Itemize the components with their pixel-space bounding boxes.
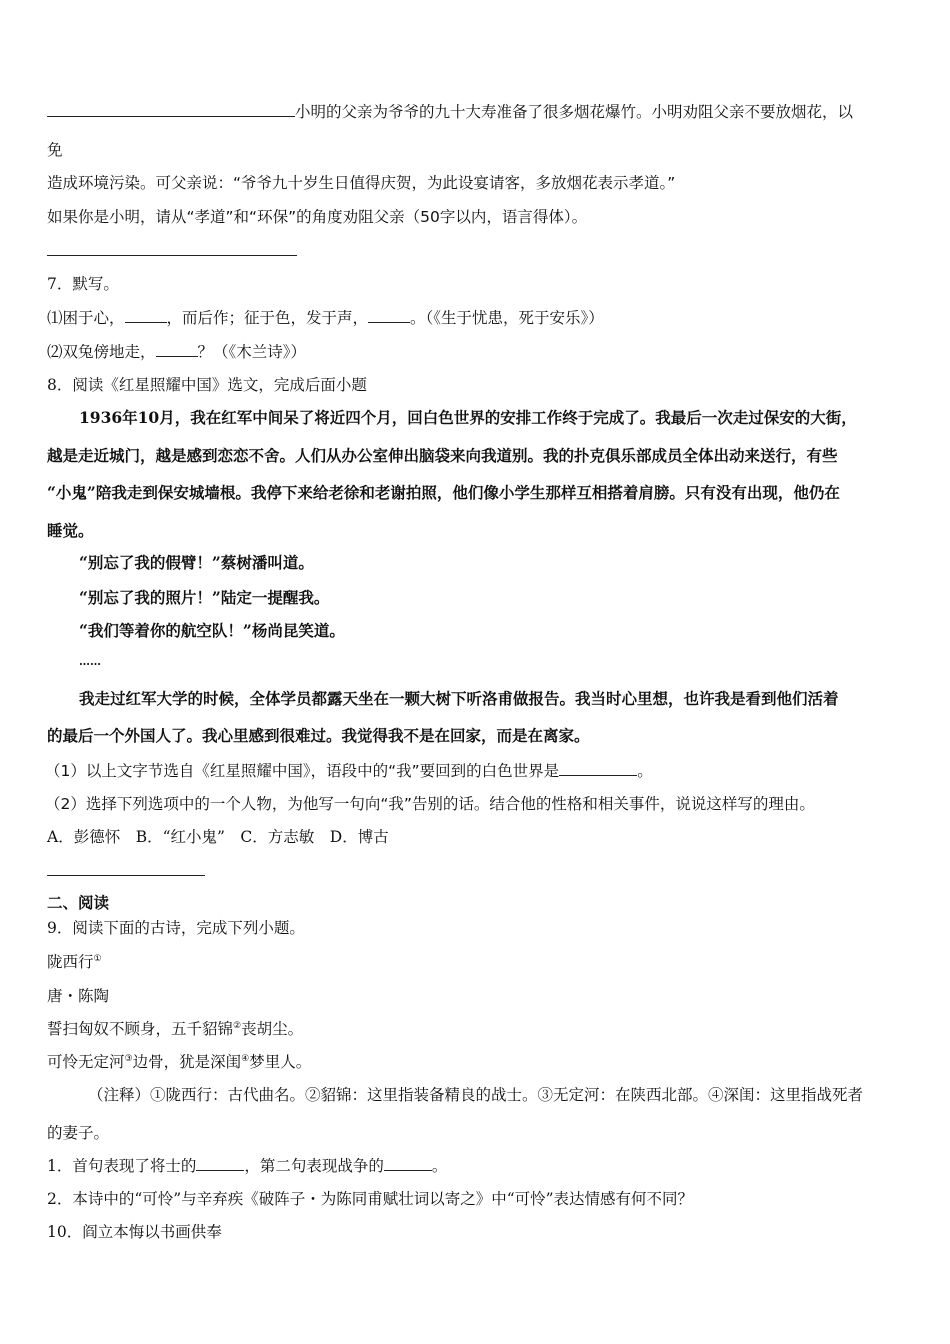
- poem-line: [47, 1019, 303, 1039]
- q9-sub2: 2．本诗中的“可怜”与辛弃疾《破阵子・为陈同甫赋壮词以寄之》中“可怜”表达情感有何不同？: [47, 1190, 694, 1208]
- answer-blank[interactable]: [196, 1155, 244, 1171]
- q9-sub1-text: 。: [431, 1157, 448, 1175]
- q7-item1-source: 。（《生于忧患，死于安乐》）: [410, 309, 604, 327]
- answer-blank[interactable]: [156, 341, 198, 357]
- q9-sub1-text: 1．首句表现了将士的: [47, 1157, 197, 1175]
- q8-para1-line: 越是走近城门，越是感到恋恋不舍。人们从办公室伸出脑袋来向我道别。我的扑克俱乐部成员全体出动来送行，有些: [47, 446, 838, 465]
- q8-para1-line: 睡觉。: [47, 521, 94, 540]
- answer-line[interactable]: [47, 875, 205, 876]
- q6-line3: 造成环境污染。可父亲说：“爷爷九十岁生日值得庆贺，为此设宴请客，多放烟花表示孝道。”: [47, 174, 676, 192]
- q10-title: 10．阎立本悔以书画供奉: [47, 1223, 222, 1241]
- q8-sub1-text: （1）以上文字节选自《红星照耀中国》，语段中的“我”要回到的白色世界是: [45, 762, 560, 780]
- q7-item1: [47, 307, 604, 328]
- poem-text: 可怜无定河: [47, 1053, 125, 1071]
- answer-blank[interactable]: [384, 1155, 432, 1171]
- q8-sub1-end: 。: [637, 762, 653, 780]
- q7-item1-text: ⑴困于心，: [47, 309, 125, 327]
- poem-line: [47, 1052, 311, 1072]
- q6-text: 小明的父亲为爷爷的九十大寿准备了很多烟花爆竹。小明劝阻父亲不要放烟花，以: [295, 103, 854, 121]
- poem-text: 丧胡尘。: [241, 1020, 304, 1038]
- footnote-marker: ②: [233, 1020, 242, 1031]
- footnote-marker: ③: [124, 1053, 133, 1064]
- footnote-marker: ④: [241, 1053, 250, 1064]
- answer-blank[interactable]: [368, 307, 410, 323]
- q8-title: 8．阅读《红星照耀中国》选文，完成后面小题: [47, 376, 367, 394]
- answer-blank[interactable]: [47, 101, 295, 117]
- q9-sub1-text: ，第二句表现战争的: [244, 1157, 384, 1175]
- poem-title-text: 陇西行: [47, 953, 94, 971]
- poem-annotation: （注释）①陇西行：古代曲名。②貂锦：这里指装备精良的战士。③无定河：在陕西北部。④深闺：这里指战死者: [88, 1086, 864, 1104]
- q9-sub1: [47, 1155, 447, 1176]
- q8-quote: “我们等着你的航空队！”杨尚昆笑道。: [79, 621, 345, 640]
- poem-text: 誓扫匈奴不顾身，五千貂锦: [47, 1020, 234, 1038]
- q8-para2-line: 我走过红军大学的时候，全体学员都露天坐在一颗大树下听洛甫做报告。我当时心里想，也许我是看到他们活着: [79, 689, 839, 708]
- q8-para1-line: “小鬼”陪我走到保安城墙根。我停下来给老徐和老谢拍照，他们像小学生那样互相搭着肩膀。只有没有出现，他仍在: [47, 483, 840, 502]
- q8-quote: “别忘了我的照片！”陆定一提醒我。: [79, 588, 330, 607]
- answer-blank[interactable]: [125, 307, 167, 323]
- q8-ellipsis: ……: [79, 655, 101, 668]
- section-heading: 二、阅读: [47, 894, 110, 912]
- q6-line4: 如果你是小明，请从“孝道”和“环保”的角度劝阻父亲（50字以内，语言得体）。: [47, 208, 588, 226]
- q7-item1-text: ，而后作；征于色，发于声，: [166, 309, 369, 327]
- q7-item2: [47, 341, 306, 362]
- q8-sub1: [45, 760, 653, 781]
- q8-sub2: （2）选择下列选项中的一个人物，为他写一句向“我”告别的话。结合他的性格和相关事件，说说这样写的理由。: [45, 795, 815, 813]
- footnote-marker: ①: [93, 953, 102, 964]
- poem-annotation: 的妻子。: [47, 1124, 110, 1142]
- q7-item2-text: ⑵双兔傍地走，: [47, 343, 156, 361]
- poem-author: 唐・陈陶: [47, 987, 110, 1005]
- q8-options: A．彭德怀 B．“红小鬼” C．方志敏 D．博古: [47, 828, 389, 846]
- poem-text: 梦里人。: [249, 1053, 312, 1071]
- answer-blank[interactable]: [559, 760, 637, 776]
- q7-item2-source: ？（《木兰诗》）: [197, 343, 307, 361]
- q6-line1: [47, 101, 853, 122]
- q6-line2: 免: [47, 141, 63, 159]
- poem-title: [47, 952, 102, 972]
- poem-text: 边骨，犹是深闺: [132, 1053, 242, 1071]
- q8-quote: “别忘了我的假臂！”蔡树潘叫道。: [79, 553, 314, 572]
- q9-title: 9．阅读下面的古诗，完成下列小题。: [47, 919, 305, 937]
- q8-para1-line: 1936年10月，我在红军中间呆了将近四个月，回白色世界的安排工作终于完成了。我最后一次走过保安的大街，: [79, 408, 857, 427]
- q8-para2-line: 的最后一个外国人了。我心里感到很难过。我觉得我不是在回家，而是在离家。: [47, 726, 590, 745]
- q7-title: 7．默写。: [47, 275, 119, 293]
- answer-line[interactable]: [47, 255, 297, 256]
